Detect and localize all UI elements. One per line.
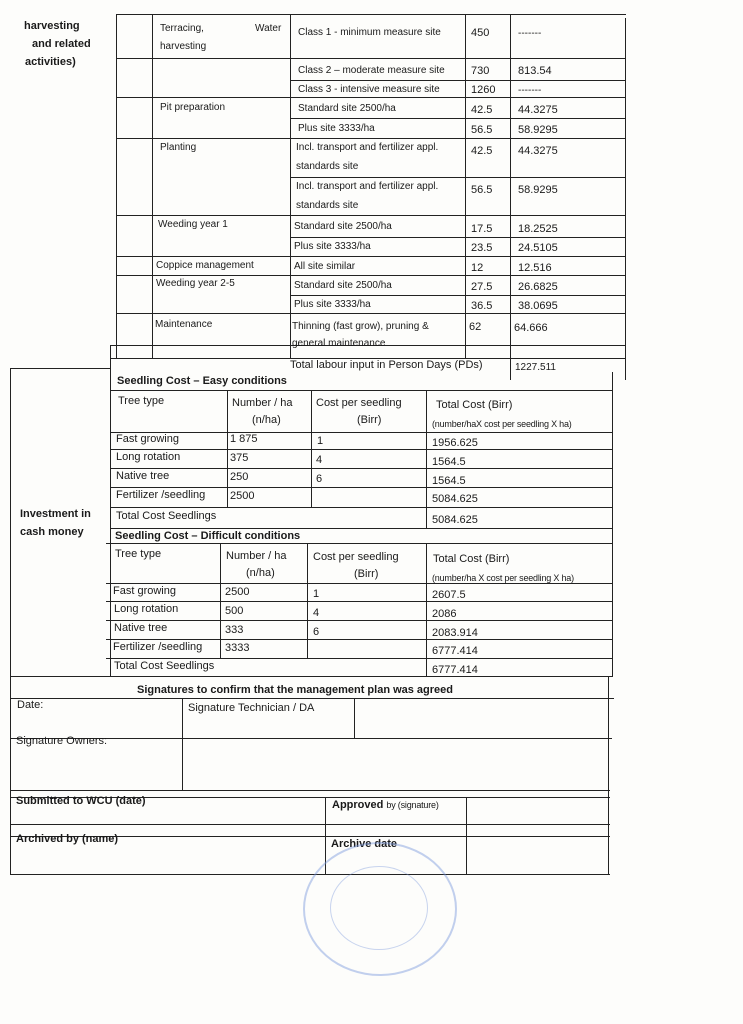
description-cell: Plus site 3333/ha bbox=[298, 123, 375, 134]
value-cell: 56.5 bbox=[471, 124, 493, 136]
number-cell: 375 bbox=[230, 452, 249, 464]
activity-cell: Planting bbox=[160, 142, 197, 153]
cost-cell: 6 bbox=[313, 626, 320, 638]
header-cost: Cost per seedling bbox=[313, 551, 399, 563]
total-cell: 44.3275 bbox=[518, 104, 558, 116]
header-number: Number / ha bbox=[226, 550, 287, 562]
total-cell: 64.666 bbox=[514, 322, 548, 334]
activity-cell-line2: harvesting bbox=[160, 41, 207, 52]
description-cell-line2: standards site bbox=[296, 161, 359, 172]
header-number: Number / ha bbox=[232, 397, 293, 409]
value-cell: 27.5 bbox=[471, 281, 493, 293]
value-cell: 62 bbox=[469, 321, 482, 333]
total-cell: 44.3275 bbox=[518, 145, 558, 157]
total-cell: 813.54 bbox=[518, 65, 552, 77]
difficult-total-value: 6777.414 bbox=[432, 664, 478, 676]
total-cell: 2083.914 bbox=[432, 627, 478, 639]
difficult-title: Seedling Cost – Difficult conditions bbox=[115, 530, 301, 542]
value-cell: 23.5 bbox=[471, 242, 493, 254]
owners-signature-label: Signature Owners: bbox=[16, 735, 108, 747]
header-cost-unit: (Birr) bbox=[357, 414, 382, 426]
cost-cell: 1 bbox=[317, 435, 324, 447]
activity-cell: Weeding year 1 bbox=[158, 219, 228, 230]
technician-signature-label: Signature Technician / DA bbox=[188, 702, 315, 714]
description-cell: Standard site 2500/ha bbox=[294, 221, 392, 232]
value-cell: 36.5 bbox=[471, 300, 493, 312]
tree-type-cell: Fertilizer /seedling bbox=[116, 489, 206, 501]
activity-cell: Maintenance bbox=[155, 319, 213, 330]
number-cell: 2500 bbox=[230, 490, 255, 502]
total-cell: 2607.5 bbox=[432, 589, 466, 601]
activity-cell: Coppice management bbox=[156, 260, 254, 271]
number-cell: 1 875 bbox=[230, 433, 258, 445]
total-cell: 2086 bbox=[432, 608, 457, 620]
number-cell: 333 bbox=[225, 624, 244, 636]
description-cell: Plus site 3333/ha bbox=[294, 299, 371, 310]
header-total: Total Cost (Birr) bbox=[436, 399, 513, 411]
category-label-line1: harvesting bbox=[24, 20, 80, 32]
approved-note: by (signature) bbox=[386, 800, 439, 810]
description-cell: Incl. transport and fertilizer appl. bbox=[296, 181, 439, 192]
category-label-line2: cash money bbox=[20, 526, 84, 538]
labour-total-label: Total labour input in Person Days (PDs) bbox=[290, 359, 483, 371]
archive-date-label: Archive date bbox=[331, 838, 398, 850]
description-cell: Thinning (fast grow), pruning & bbox=[292, 321, 429, 332]
number-cell: 250 bbox=[230, 471, 249, 483]
submitted-label: Submitted to WCU (date) bbox=[16, 795, 146, 807]
value-cell: 56.5 bbox=[471, 184, 493, 196]
activity-cell: Terracing, bbox=[160, 23, 204, 34]
archived-by-label: Archived by (name) bbox=[16, 833, 119, 845]
description-cell: Incl. transport and fertilizer appl. bbox=[296, 142, 439, 153]
total-cell: 1956.625 bbox=[432, 437, 478, 449]
value-cell: 42.5 bbox=[471, 104, 493, 116]
total-cell: 38.0695 bbox=[518, 300, 558, 312]
description-cell: Standard site 2500/ha bbox=[298, 103, 396, 114]
total-cell: 12.516 bbox=[518, 262, 552, 274]
description-cell-line2: standards site bbox=[296, 200, 359, 211]
description-cell-line2: general maintenance bbox=[292, 338, 386, 349]
number-cell: 500 bbox=[225, 605, 244, 617]
total-cell: 58.9295 bbox=[518, 184, 558, 196]
header-number-unit: (n/ha) bbox=[252, 414, 281, 426]
header-cost-unit: (Birr) bbox=[354, 568, 379, 580]
value-cell: 730 bbox=[471, 65, 490, 77]
number-cell: 2500 bbox=[225, 586, 250, 598]
difficult-total-label: Total Cost Seedlings bbox=[114, 660, 215, 672]
value-cell: 42.5 bbox=[471, 145, 493, 157]
header-total-note: (number/haX cost per seedling X ha) bbox=[432, 419, 572, 429]
total-cell: 18.2525 bbox=[518, 223, 558, 235]
value-cell: 450 bbox=[471, 27, 490, 39]
header-number-unit: (n/ha) bbox=[246, 567, 275, 579]
activity-cell: Weeding year 2-5 bbox=[156, 278, 235, 289]
total-cell: 24.5105 bbox=[518, 242, 558, 254]
tree-type-cell: Long rotation bbox=[114, 603, 179, 615]
total-cell: 1564.5 bbox=[432, 456, 466, 468]
tree-type-cell: Native tree bbox=[114, 622, 168, 634]
description-cell: All site similar bbox=[294, 261, 356, 272]
cost-cell: 4 bbox=[316, 454, 323, 466]
total-cell: 58.9295 bbox=[518, 124, 558, 136]
date-label: Date: bbox=[17, 699, 44, 711]
total-cell: ------- bbox=[518, 28, 542, 39]
easy-title: Seedling Cost – Easy conditions bbox=[117, 375, 287, 387]
total-cell: 6777.414 bbox=[432, 645, 478, 657]
value-cell: 1260 bbox=[471, 84, 496, 96]
tree-type-cell: Fertilizer /seedling bbox=[113, 641, 203, 653]
description-cell: Class 3 - intensive measure site bbox=[298, 84, 440, 95]
official-stamp-inner bbox=[330, 866, 428, 950]
number-cell: 3333 bbox=[225, 642, 250, 654]
description-cell: Class 1 - minimum measure site bbox=[298, 27, 441, 38]
tree-type-cell: Fast growing bbox=[113, 585, 176, 597]
labour-total-value: 1227.511 bbox=[515, 362, 556, 373]
activity-cell-extra: Water bbox=[255, 23, 282, 34]
cost-cell: 4 bbox=[313, 607, 320, 619]
header-cost: Cost per seedling bbox=[316, 397, 402, 409]
signatures-title: Signatures to confirm that the management plan was agreed bbox=[137, 684, 454, 696]
description-cell: Plus site 3333/ha bbox=[294, 241, 371, 252]
total-cell: ------- bbox=[518, 85, 542, 96]
header-tree-type: Tree type bbox=[115, 548, 162, 560]
description-cell: Class 2 – moderate measure site bbox=[298, 65, 445, 76]
value-cell: 12 bbox=[471, 262, 484, 274]
total-cell: 1564.5 bbox=[432, 475, 466, 487]
description-cell: Standard site 2500/ha bbox=[294, 280, 392, 291]
total-cell: 26.6825 bbox=[518, 281, 558, 293]
easy-total-label: Total Cost Seedlings bbox=[116, 510, 217, 522]
tree-type-cell: Native tree bbox=[116, 470, 170, 482]
cost-cell: 1 bbox=[313, 588, 320, 600]
total-cell: 5084.625 bbox=[432, 493, 478, 505]
category-label-line2: and related bbox=[32, 38, 91, 50]
easy-total-value: 5084.625 bbox=[432, 514, 478, 526]
header-total: Total Cost (Birr) bbox=[433, 553, 510, 565]
value-cell: 17.5 bbox=[471, 223, 493, 235]
header-total-note: (number/ha X cost per seedling X ha) bbox=[432, 573, 574, 583]
cost-cell: 6 bbox=[316, 473, 323, 485]
activity-cell: Pit preparation bbox=[160, 102, 226, 113]
header-tree-type: Tree type bbox=[118, 395, 165, 407]
approved-label: Approved bbox=[332, 799, 384, 811]
tree-type-cell: Fast growing bbox=[116, 433, 179, 445]
category-label-line3: activities) bbox=[25, 56, 76, 68]
tree-type-cell: Long rotation bbox=[116, 451, 181, 463]
category-label-line1: Investment in bbox=[20, 508, 91, 520]
